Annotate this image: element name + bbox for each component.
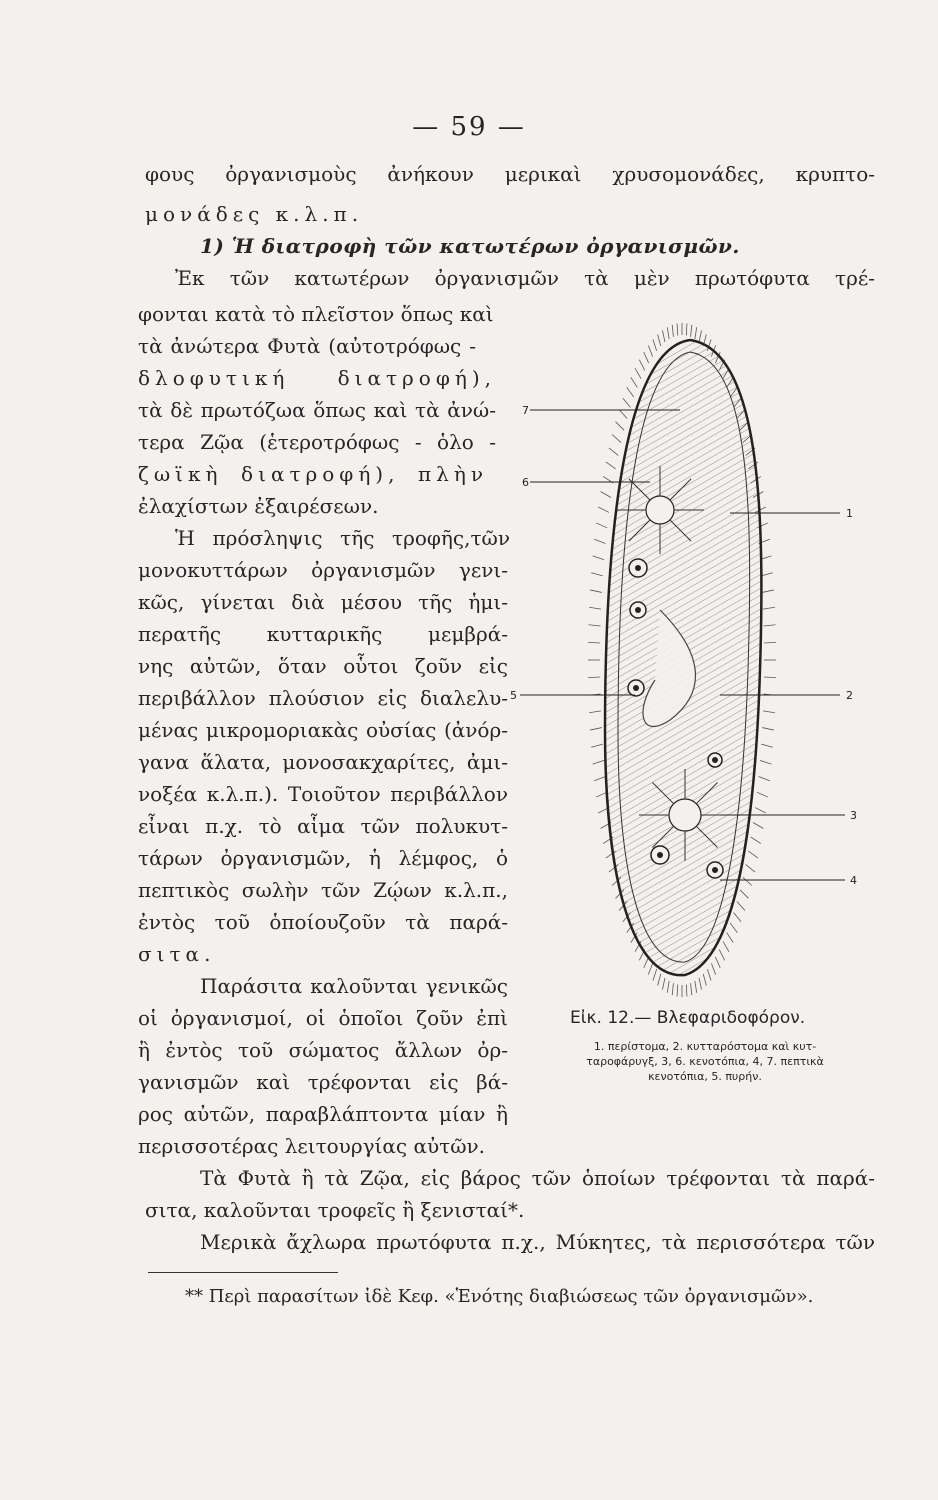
- cilium: [753, 823, 763, 829]
- cilium: [609, 448, 618, 456]
- cilium: [619, 410, 627, 419]
- cilium: [594, 776, 605, 780]
- figure-label: 3: [850, 809, 857, 822]
- cilium: [723, 941, 729, 951]
- cilium: [662, 330, 664, 342]
- cilium: [635, 368, 641, 378]
- figure-label: 1: [846, 507, 853, 520]
- cilium: [764, 625, 776, 626]
- cilium: [748, 851, 758, 858]
- text-line: Ἐκ τῶν κατωτέρων ὀργανισμῶν τὰ μὲν πρωτόφυτα τρέ-: [175, 266, 875, 290]
- figure-label: 4: [850, 874, 857, 887]
- cilium: [759, 776, 770, 780]
- cilium: [740, 890, 748, 898]
- text-line: μονάδες κ.λ.π.: [145, 202, 364, 226]
- section-heading: 1) Ἡ διατροφὴ τῶν κατωτέρων ὀργανισμῶν.: [200, 234, 740, 258]
- cilium: [589, 607, 601, 609]
- text-line: πεπτικὸς σωλὴν τῶν Ζῴων κ.λ.π.,: [138, 878, 508, 902]
- cilium: [762, 728, 774, 730]
- cilium: [761, 744, 773, 747]
- cilium: [734, 913, 742, 922]
- text-line: σιτα.: [138, 942, 216, 966]
- cilium: [695, 327, 697, 339]
- cilium: [699, 978, 701, 990]
- text-line: ζωϊκὴ διατροφή), πλὴν: [138, 462, 488, 486]
- text-line: Τὰ Φυτὰ ἢ τὰ Ζῷα, εἰς βάρος τῶν ὁποίων τρέφονται τὰ παρά-: [200, 1166, 875, 1190]
- text-line: γανισμῶν καὶ τρέφονται εἰς βά-: [138, 1070, 508, 1094]
- text-line: εἶναι π.χ. τὸ αἷμα τῶν πολυκυτ-: [138, 814, 508, 838]
- cilium: [588, 642, 600, 643]
- text-line: τερα Ζῷα (ἑτεροτρόφως - ὁλο -: [138, 430, 496, 454]
- figure-caption-title: Εἰκ. 12.— Βλεφαριδοφόρον.: [570, 1008, 806, 1028]
- figure-label: 6: [522, 476, 529, 489]
- cilium: [730, 923, 737, 933]
- cilium: [589, 625, 601, 626]
- cilium: [644, 352, 649, 363]
- cilium: [591, 744, 603, 747]
- cilium: [686, 323, 687, 335]
- cilium: [631, 377, 638, 387]
- cilium: [746, 865, 755, 873]
- text-line: μένας μικρομοριακὰς οὐσίας (ἀνόρ-: [138, 718, 508, 742]
- cilium: [653, 339, 657, 350]
- footnote-rule: [148, 1272, 338, 1273]
- cilium: [751, 837, 761, 844]
- figure-caption-line: 1. περίστομα, 2. κυτταρόστομα καὶ κυτ-: [593, 1040, 817, 1053]
- text-line: τάρων ὀργανισμῶν, ἡ λέμφος, ὁ: [138, 846, 508, 870]
- cilium: [761, 573, 773, 576]
- figure-caption-line: ταροφάρυγξ, 3, 6. κενοτόπια, 4, 7. πεπτικὰ: [586, 1055, 824, 1068]
- cilium: [764, 677, 776, 678]
- text-line: φους ὀργανισμοὺς ἀνήκουν μερικαὶ χρυσομονάδες, κρυπτο-: [145, 162, 875, 186]
- cilium: [639, 360, 644, 371]
- cilium: [672, 983, 673, 995]
- cilium: [677, 323, 678, 335]
- cilium: [699, 330, 701, 342]
- cilium: [623, 398, 631, 407]
- cilium: [715, 957, 720, 968]
- text-line: κῶς, γίνεται διὰ μέσου τῆς ἡμι-: [138, 590, 508, 614]
- cilium: [707, 969, 711, 980]
- text-line: ρος αὐτῶν, παραβλάπτοντα μίαν ἢ: [138, 1102, 508, 1126]
- cilium: [727, 933, 734, 943]
- text-line: σιτα, καλοῦνται τροφεῖς ἢ ξενισταί*.: [145, 1198, 525, 1222]
- cilium: [594, 539, 605, 543]
- figure-caption-line: κενοτόπια, 5. πυρήν.: [648, 1070, 762, 1083]
- cilium: [667, 327, 669, 339]
- ciliate-illustration: [510, 310, 870, 1000]
- cilium: [757, 792, 768, 797]
- cilium: [601, 492, 611, 498]
- text-line: δλοφυτική διατροφή),: [138, 366, 496, 390]
- cilium: [763, 607, 775, 609]
- cilium: [743, 877, 752, 885]
- cilium: [589, 711, 601, 713]
- cilium: [612, 435, 621, 443]
- text-line: Ἡ πρόσληψις τῆς τροφῆς,τῶν: [175, 526, 510, 550]
- cilium: [588, 677, 600, 678]
- cilium: [593, 556, 604, 560]
- cilium: [596, 523, 607, 528]
- footnote: ** Περὶ παρασίτων ἰδὲ Κεφ. «Ἑνότης διαβιώσεως τῶν ὀργανισμῶν».: [185, 1286, 814, 1307]
- cilium: [593, 760, 604, 764]
- cilium: [667, 981, 669, 993]
- cilium: [672, 325, 673, 337]
- text-line: τὰ ἀνώτερα Φυτὰ (αὐτοτρόφως -: [138, 334, 476, 358]
- cilium: [590, 728, 602, 730]
- text-line: ἐλαχίστων ἐξαιρέσεων.: [138, 494, 379, 518]
- figure-label: 7: [522, 404, 529, 417]
- cilium: [691, 983, 692, 995]
- text-line: ἢ ἐντὸς τοῦ σώματος ἄλλων ὀρ-: [138, 1038, 508, 1062]
- cilium: [658, 974, 661, 986]
- text-line: γανα ἅλατα, μονοσακχαρίτες, ἀμι-: [138, 750, 508, 774]
- cilium: [662, 978, 664, 990]
- text-line: οἱ ὀργανισμοί, οἱ ὁποῖοι ζοῦν ἐπὶ: [138, 1006, 508, 1030]
- text-line: Μερικὰ ἄχλωρα πρωτόφυτα π.χ., Μύκητες, τὰ περισσότερα τῶν: [200, 1230, 875, 1254]
- cilium: [590, 590, 602, 592]
- cilium: [606, 462, 616, 469]
- text-line: περιβάλλον πλούσιον εἰς διαλελυ-: [138, 686, 508, 710]
- cilium: [703, 974, 706, 986]
- cilium: [648, 963, 652, 974]
- text-line: περισσοτέρας λειτουργίας αὐτῶν.: [138, 1134, 486, 1158]
- text-line: ἐντὸς τοῦ ὁποίουζοῦν τὰ παρά-: [138, 910, 508, 934]
- cilium: [764, 642, 776, 643]
- cilium: [760, 760, 771, 764]
- cilium: [627, 387, 634, 397]
- text-line: νης αὐτῶν, ὅταν οὗτοι ζοῦν εἰς: [138, 654, 508, 678]
- cilium: [648, 345, 652, 356]
- text-line: περατῆς κυτταρικῆς μεμβρά-: [138, 622, 508, 646]
- cilium: [695, 981, 697, 993]
- cilium: [691, 325, 692, 337]
- cilium: [762, 590, 774, 592]
- page-number: — 59 —: [412, 112, 526, 142]
- cilium: [658, 334, 661, 346]
- cilium: [755, 808, 766, 813]
- cilium: [677, 985, 678, 997]
- text-line: Παράσιτα καλοῦνται γενικῶς: [200, 974, 508, 998]
- text-line: τὰ δὲ πρωτόζωα ὅπως καὶ τὰ ἀνώ-: [138, 398, 496, 422]
- cilium: [737, 902, 745, 911]
- figure-label: 2: [846, 689, 853, 702]
- cilium: [763, 711, 775, 713]
- text-line: νοξέα κ.λ.π.). Τοιοῦτον περιβάλλον: [138, 782, 508, 806]
- cilium: [616, 422, 624, 430]
- cilium: [591, 573, 603, 576]
- text-line: φονται κατὰ τὸ πλεῖστον ὅπως καὶ: [138, 302, 494, 326]
- cilium: [596, 792, 607, 797]
- cilium: [598, 507, 609, 512]
- cilium: [719, 950, 724, 961]
- text-line: μονοκυττάρων ὀργανισμῶν γενι-: [138, 558, 508, 582]
- cilium: [711, 963, 715, 974]
- figure-label: 5: [510, 689, 517, 702]
- cilium: [653, 969, 657, 980]
- cilium: [686, 985, 687, 997]
